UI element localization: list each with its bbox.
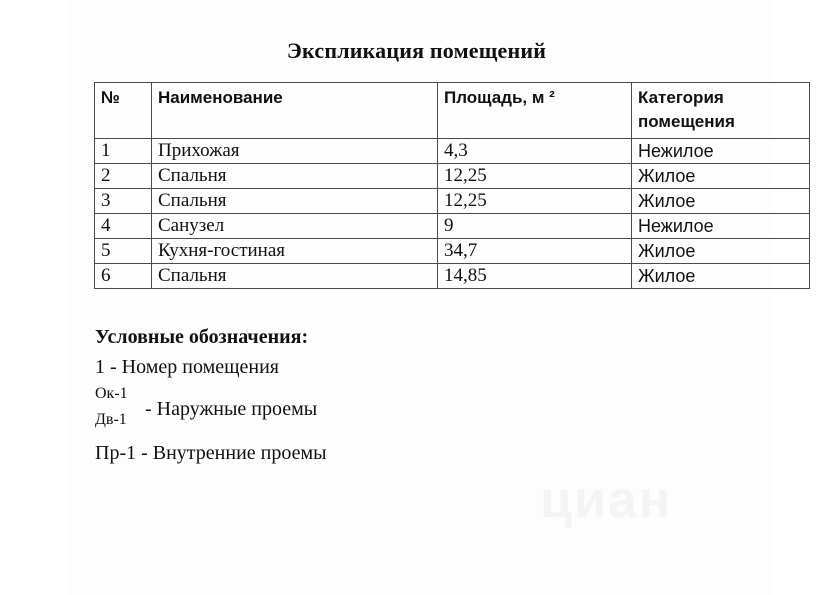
legend-room-number: 1 - Номер помещения bbox=[95, 356, 279, 378]
window-label: Ок-1 bbox=[95, 385, 128, 402]
table-row bbox=[95, 214, 810, 239]
cell-category: Нежилое bbox=[632, 139, 810, 164]
cell-area: 9 bbox=[438, 214, 632, 239]
cell-number: 5 bbox=[95, 239, 152, 264]
cell-area: 14,85 bbox=[438, 264, 632, 289]
external-openings-text: - Наружные проемы bbox=[145, 398, 318, 420]
cell-number: 6 bbox=[95, 264, 152, 289]
cell-number: 1 bbox=[95, 139, 152, 164]
table-row bbox=[95, 164, 810, 189]
watermark-logo bbox=[540, 470, 672, 530]
legend-internal-openings: Пр-1 - Внутренние проемы bbox=[95, 442, 327, 464]
header-name: Наименование bbox=[152, 83, 438, 139]
cell-name: Спальня bbox=[152, 189, 438, 214]
legend-title: Условные обозначения: bbox=[95, 326, 309, 348]
legend bbox=[95, 322, 327, 468]
header-category: Категория помещения bbox=[632, 83, 810, 139]
cell-category: Нежилое bbox=[632, 214, 810, 239]
legend-external-openings bbox=[95, 382, 327, 438]
cell-name: Санузел bbox=[152, 214, 438, 239]
table-header-row bbox=[95, 83, 810, 139]
table-row bbox=[95, 239, 810, 264]
cell-name: Прихожая bbox=[152, 139, 438, 164]
table-row bbox=[95, 189, 810, 214]
cell-name: Спальня bbox=[152, 164, 438, 189]
cell-area: 34,7 bbox=[438, 239, 632, 264]
cell-number: 2 bbox=[95, 164, 152, 189]
cell-number: 3 bbox=[95, 189, 152, 214]
table-row bbox=[95, 139, 810, 164]
cell-area: 12,25 bbox=[438, 164, 632, 189]
header-number: № bbox=[95, 83, 152, 139]
door-label: Дв-1 bbox=[95, 411, 127, 428]
cell-area: 12,25 bbox=[438, 189, 632, 214]
header-area: Площадь, м ² bbox=[438, 83, 632, 139]
table-row bbox=[95, 264, 810, 289]
cell-category: Жилое bbox=[632, 189, 810, 214]
cell-area: 4,3 bbox=[438, 139, 632, 164]
cell-category: Жилое bbox=[632, 264, 810, 289]
cell-number: 4 bbox=[95, 214, 152, 239]
cell-name: Спальня bbox=[152, 264, 438, 289]
page-title: Экспликация помещений bbox=[286, 38, 547, 63]
cell-name: Кухня-гостиная bbox=[152, 239, 438, 264]
cell-category: Жилое bbox=[632, 239, 810, 264]
cell-category: Жилое bbox=[632, 164, 810, 189]
explication-table bbox=[94, 82, 810, 289]
